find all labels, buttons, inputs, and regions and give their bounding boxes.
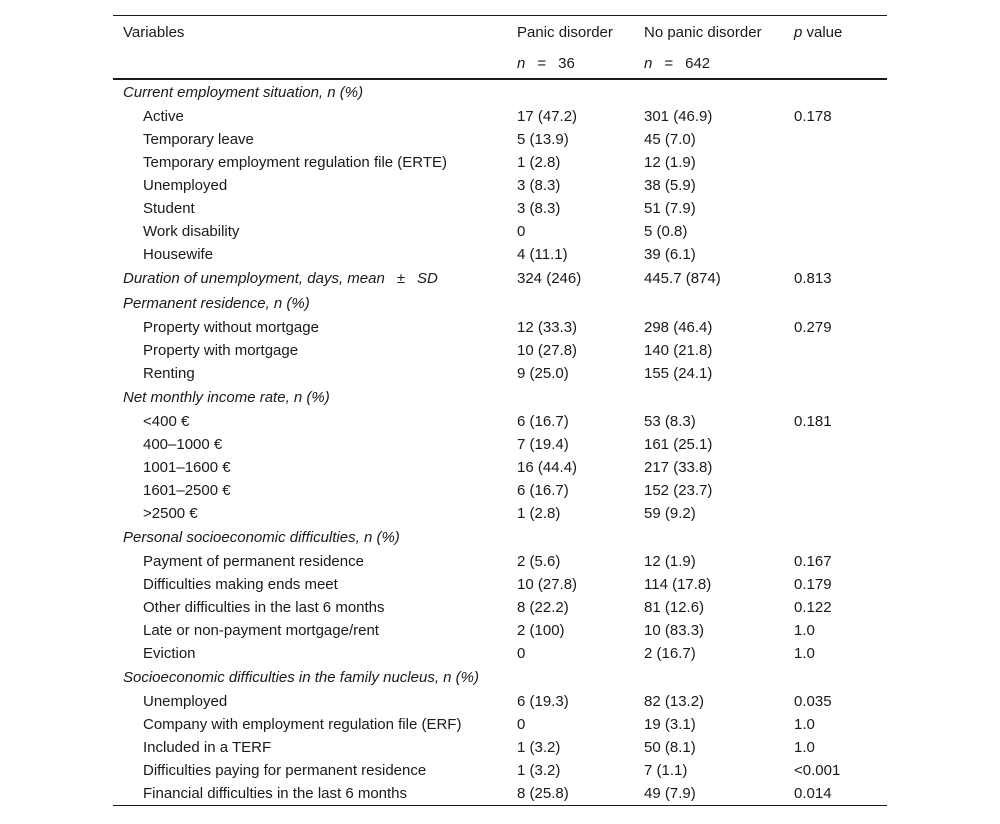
row-label: Financial difficulties in the last 6 months <box>143 785 408 802</box>
table-row <box>113 410 887 433</box>
panic-value: 2 (5.6) <box>517 553 561 570</box>
panic-value: 8 (22.2) <box>517 599 569 616</box>
row-label: Renting <box>143 365 195 382</box>
row-label: Property without mortgage <box>143 319 319 336</box>
n-symbol: n <box>517 54 526 72</box>
row-label: 400–1000 € <box>143 436 223 453</box>
table-row <box>113 596 887 619</box>
panic-value: 6 (16.7) <box>517 482 569 499</box>
row-label: Company with employment regulation file (ERF) <box>143 716 462 733</box>
no-panic-value: 51 (7.9) <box>644 200 696 217</box>
section-row <box>113 291 887 316</box>
panic-value: 16 (44.4) <box>517 459 578 476</box>
no-panic-value: 12 (1.9) <box>644 553 696 570</box>
no-panic-value: 152 (23.7) <box>644 482 713 499</box>
panic-value: 12 (33.3) <box>517 319 578 336</box>
table-row <box>113 619 887 642</box>
row-label: Unemployed <box>143 177 228 194</box>
row-label: Late or non-payment mortgage/rent <box>143 622 379 639</box>
panic-value: 9 (25.0) <box>517 365 569 382</box>
no-panic-value: 10 (83.3) <box>644 622 705 639</box>
no-panic-value: 114 (17.8) <box>644 576 712 593</box>
row-label: Active <box>143 108 184 125</box>
p-value: 1.0 <box>794 716 815 733</box>
p-value: 1.0 <box>794 645 815 662</box>
panic-value: 3 (8.3) <box>517 177 561 194</box>
table-row <box>113 573 887 596</box>
row-label: Payment of permanent residence <box>143 553 364 570</box>
table-row <box>113 151 887 174</box>
table-row <box>113 713 887 736</box>
row-label: Student <box>143 200 195 217</box>
p-symbol: p <box>794 23 803 41</box>
section-row <box>113 525 887 550</box>
no-panic-value: 59 (9.2) <box>644 505 696 522</box>
row-label: Included in a TERF <box>143 739 272 756</box>
no-panic-value: 81 (12.6) <box>644 599 705 616</box>
row-label: Temporary employment regulation file (ERTE) <box>143 154 448 171</box>
table-row <box>113 197 887 220</box>
p-value: 1.0 <box>794 739 815 756</box>
panic-value: 6 (16.7) <box>517 413 569 430</box>
panic-value: 0 <box>517 716 526 733</box>
section-label: Current employment situation, n (%) <box>123 84 364 101</box>
table-row <box>113 690 887 713</box>
panic-value: 0 <box>517 645 526 662</box>
no-panic-value: 53 (8.3) <box>644 413 696 430</box>
panic-value: 2 (100) <box>517 622 565 639</box>
row-label: >2500 € <box>143 505 198 522</box>
table-row <box>113 782 887 805</box>
panic-value: 3 (8.3) <box>517 200 561 217</box>
p-value-word: value <box>802 23 843 41</box>
no-panic-value: 217 (33.8) <box>644 459 713 476</box>
p-value: 0.279 <box>794 319 832 336</box>
no-panic-value: 301 (46.9) <box>644 108 713 125</box>
no-panic-value: 7 (1.1) <box>644 762 688 779</box>
panic-value: 1 (2.8) <box>517 505 561 522</box>
table-row <box>113 105 887 128</box>
no-panic-value: 19 (3.1) <box>644 716 696 733</box>
panic-value: 1 (3.2) <box>517 739 561 756</box>
header-row <box>113 16 887 48</box>
equals-sign: = <box>664 54 674 72</box>
no-panic-value: 45 (7.0) <box>644 131 696 148</box>
row-label: <400 € <box>143 413 190 430</box>
no-panic-value: 12 (1.9) <box>644 154 696 171</box>
panic-value: 8 (25.8) <box>517 785 569 802</box>
panic-value: 4 (11.1) <box>517 246 568 263</box>
no-panic-value: 298 (46.4) <box>644 319 713 336</box>
table-row <box>113 642 887 665</box>
no-panic-value: 2 (16.7) <box>644 645 696 662</box>
p-value: 0.181 <box>794 413 832 430</box>
table-row <box>113 220 887 243</box>
table-row <box>113 339 887 362</box>
no-panic-value: 39 (6.1) <box>644 246 696 263</box>
table-row <box>113 479 887 502</box>
panic-value: 5 (13.9) <box>517 131 569 148</box>
p-value: <0.001 <box>794 762 841 779</box>
n-no-panic <box>644 55 794 72</box>
row-label: 1601–2500 € <box>143 482 231 499</box>
table-row <box>113 243 887 266</box>
no-panic-value: 38 (5.9) <box>644 177 696 194</box>
table-row <box>113 174 887 197</box>
equals-sign: = <box>537 54 547 72</box>
row-label: Temporary leave <box>143 131 254 148</box>
section-label: Socioeconomic difficulties in the family nucleus, n (%) <box>123 669 479 686</box>
row-label: Housewife <box>143 246 214 263</box>
p-value: 0.035 <box>794 693 832 710</box>
no-panic-value: 5 (0.8) <box>644 223 688 240</box>
p-value: 0.179 <box>794 576 832 593</box>
bottom-rule <box>113 805 887 806</box>
n-panic <box>517 55 644 72</box>
header-panic: Panic disorder <box>517 23 613 41</box>
panic-value: 1 (3.2) <box>517 762 561 779</box>
data-table <box>113 15 887 806</box>
panic-value: 324 (246) <box>517 270 582 287</box>
p-value: 0.122 <box>794 599 832 616</box>
row-label: 1001–1600 € <box>143 459 231 476</box>
row-label: Other difficulties in the last 6 months <box>143 599 385 616</box>
row-label: Unemployed <box>143 693 228 710</box>
no-panic-value: 82 (13.2) <box>644 693 705 710</box>
no-panic-value: 49 (7.9) <box>644 785 696 802</box>
table-row <box>113 502 887 525</box>
panic-value: 0 <box>517 223 526 240</box>
panic-value: 10 (27.8) <box>517 576 578 593</box>
section-label: Duration of unemployment, days, mean ± SD <box>123 270 438 287</box>
p-value: 1.0 <box>794 622 815 639</box>
section-label: Net monthly income rate, n (%) <box>123 389 330 406</box>
no-panic-value: 161 (25.1) <box>644 436 713 453</box>
row-label: Eviction <box>143 645 196 662</box>
table-row <box>113 128 887 151</box>
header-variables: Variables <box>123 23 185 41</box>
p-value: 0.014 <box>794 785 832 802</box>
section-label: Personal socioeconomic difficulties, n (%) <box>123 529 400 546</box>
panic-value: 10 (27.8) <box>517 342 578 359</box>
section-row <box>113 385 887 410</box>
panic-value: 1 (2.8) <box>517 154 561 171</box>
panic-value: 17 (47.2) <box>517 108 578 125</box>
table-row <box>113 456 887 479</box>
header-no-panic: No panic disorder <box>644 23 762 41</box>
n-no-panic-value: 642 <box>685 54 711 72</box>
table-row <box>113 550 887 573</box>
section-row <box>113 266 887 291</box>
no-panic-value: 445.7 (874) <box>644 270 721 287</box>
table-body <box>113 80 887 805</box>
table-row <box>113 759 887 782</box>
no-panic-value: 140 (21.8) <box>644 342 713 359</box>
section-label: Permanent residence, n (%) <box>123 295 310 312</box>
row-label: Work disability <box>143 223 240 240</box>
section-row <box>113 665 887 690</box>
table-row <box>113 316 887 339</box>
p-value: 0.167 <box>794 553 832 570</box>
row-label: Difficulties making ends meet <box>143 576 338 593</box>
table-row <box>113 362 887 385</box>
table-row <box>113 736 887 759</box>
header-n-row <box>113 48 887 78</box>
section-row <box>113 80 887 105</box>
no-panic-value: 155 (24.1) <box>644 365 713 382</box>
no-panic-value: 50 (8.1) <box>644 739 696 756</box>
n-panic-value: 36 <box>558 54 575 72</box>
row-label: Difficulties paying for permanent residence <box>143 762 427 779</box>
panic-value: 7 (19.4) <box>517 436 569 453</box>
panic-value: 6 (19.3) <box>517 693 569 710</box>
p-value: 0.813 <box>794 270 832 287</box>
n-symbol: n <box>644 54 653 72</box>
row-label: Property with mortgage <box>143 342 299 359</box>
p-value: 0.178 <box>794 108 832 125</box>
header-p-value <box>794 24 887 41</box>
table-row <box>113 433 887 456</box>
